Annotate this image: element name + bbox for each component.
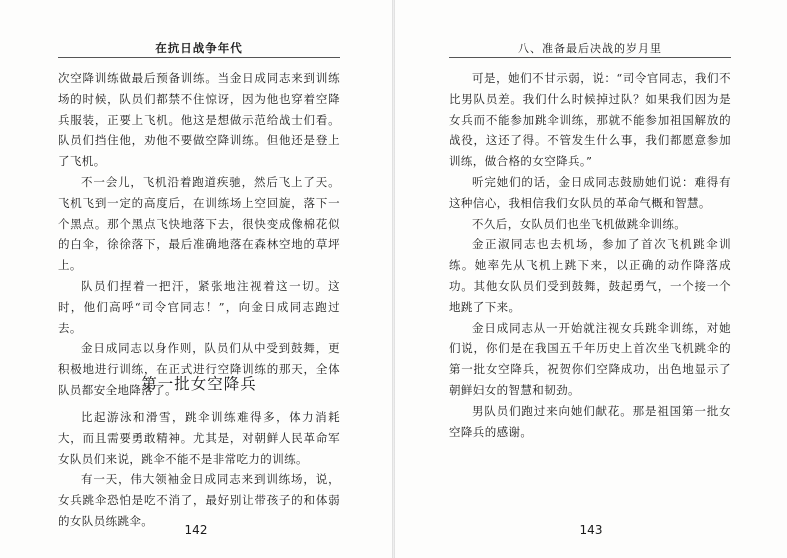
body-text-top bbox=[58, 68, 340, 401]
paragraph: 男队员们跑过来向她们献花。那是祖国第一批女空降兵的感谢。 bbox=[449, 403, 731, 439]
body-text-bottom bbox=[58, 407, 340, 532]
paragraph: 金日成同志从一开始就注视女兵跳伞训练，对她们说，你们是在我国五千年历史上首次坐飞机跳伞的第一批女空降兵，祝贺你们空降成功，出色地显示了朝鲜妇女的智慧和韧劲。 bbox=[449, 320, 731, 397]
paragraph: 队员们捏着一把汗，紧张地注视着这一切。这时，他们高呼“司令官同志！”，向金日成同志跑过去。 bbox=[58, 278, 340, 335]
left-page bbox=[0, 0, 392, 558]
paragraph: 次空降训练做最后预备训练。当金日成同志来到训练场的时候，队员们都禁不住惊讶，因为他也穿着空降兵服装，正要上飞机。他这是想做示范给战士们看。队员们挡住他，劝他不要做空降训练。但他还是登上了飞机。 bbox=[58, 71, 340, 169]
paragraph: 可是，她们不甘示弱，说：“司令官同志，我们不比男队员差。我们什么时候掉过队？如果我们因为是女兵而不能参加跳伞训练，那就不能参加祖国解放的战役，这还了得。不管发生什么事，我们都愿意参加训练，做合格的女空降兵。” bbox=[449, 71, 731, 169]
right-page bbox=[395, 0, 787, 558]
running-header: 在抗日战争年代 bbox=[155, 43, 243, 55]
body-text bbox=[449, 68, 731, 442]
paragraph: 金正淑同志也去机场，参加了首次飞机跳伞训练。她率先从飞机上跳下来，以正确的动作降落成功。其他女队员们受到鼓舞，鼓起勇气，一个接一个地跳了下来。 bbox=[449, 237, 731, 314]
section-title: 第一批女空降兵 bbox=[141, 375, 257, 393]
paragraph: 听完她们的话，金日成同志鼓励她们说：难得有这种信心，我相信我们女队员的革命气概和智慧。 bbox=[449, 174, 731, 210]
page-number: 143 bbox=[579, 523, 603, 537]
header-rule bbox=[449, 57, 731, 58]
paragraph: 金日成同志以身作则，队员们从中受到鼓舞，更积极地进行训练，在正式进行空降训练的那天，全体队员都安全地降落了。 bbox=[58, 341, 340, 397]
running-header: 八、准备最后决战的岁月里 bbox=[518, 43, 662, 55]
paragraph: 不久后，女队员们也坐飞机做跳伞训练。 bbox=[472, 216, 687, 231]
header-rule bbox=[58, 57, 340, 58]
paragraph: 有一天，伟大领袖金日成同志来到训练场，说，女兵跳伞恐怕是吃不消了，最好别让带孩子的和体弱的女队员练跳伞。 bbox=[58, 472, 340, 528]
paragraph: 比起游泳和滑雪，跳伞训练难得多，体力消耗大，而且需要勇敢精神。尤其是，对朝鲜人民革命军女队员们来说，跳伞不能不是非常吃力的训练。 bbox=[58, 410, 340, 466]
paragraph: 不一会儿，飞机沿着跑道疾驰，然后飞上了天。飞机飞到一定的高度后，在训练场上空回旋，落下一个黑点。那个黑点飞快地落下去，很快变成像棉花似的白伞，徐徐落下，最后准确地落在森林空地的草坪上。 bbox=[58, 174, 340, 273]
page-number: 142 bbox=[184, 523, 208, 537]
